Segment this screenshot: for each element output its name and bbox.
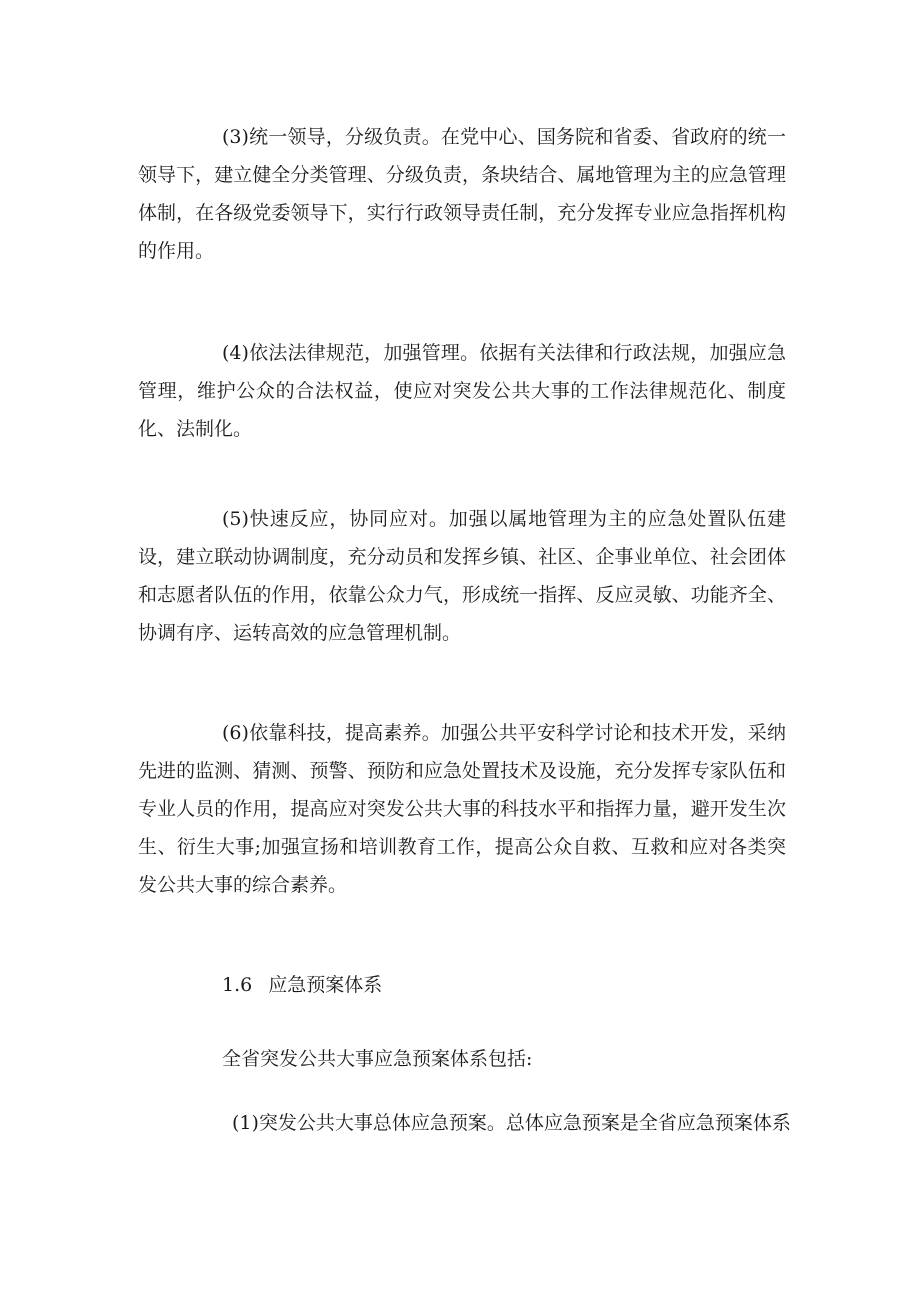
section-number: 1.6 [222,974,253,996]
section-heading [222,966,782,1004]
paragraph-principle-4: (4)依法法律规范，加强管理。依据有关法律和行政法规，加强应急管理，维护公众的合法权益，使应对突发公共大事的工作法律规范化、制度化、法制化。 [138,342,786,440]
paragraph-principle-6: (6)依靠科技，提高素养。加强公共平安科学讨论和技术开发，采纳先进的监测、猜测、预警、预防和应急处置技术及设施，充分发挥专家队伍和专业人员的作用，提高应对突发公共大事的科技水平和指挥力量，避开发生次生、衍生大事;加强宣扬和培训教育工作，提高公众自救、互救和应对各类突发公共大事的综合素养。 [138,722,786,896]
intro-line: 全省突发公共大事应急预案体系包括: [222,1048,533,1070]
paragraph-principle-5: (5)快速反应，协同应对。加强以属地管理为主的应急处置队伍建设，建立联动协调制度，充分动员和发挥乡镇、社区、企事业单位、社会团体和志愿者队伍的作用，依靠公众力气，形成统一指挥、反应灵敏、功能齐全、协调有序、运转高效的应急管理机制。 [138,508,786,644]
list-item-1: (1)突发公共大事总体应急预案。总体应急预案是全省应急预案体系 [232,1112,791,1134]
paragraph-principle-3: (3)统一领导，分级负责。在党中心、国务院和省委、省政府的统一领导下，建立健全分类管理、分级负责，条块结合、属地管理为主的应急管理体制，在各级党委领导下，实行行政领导责任制，充分发挥专业应急指挥机构的作用。 [138,126,786,262]
section-title: 应急预案体系 [268,974,383,996]
